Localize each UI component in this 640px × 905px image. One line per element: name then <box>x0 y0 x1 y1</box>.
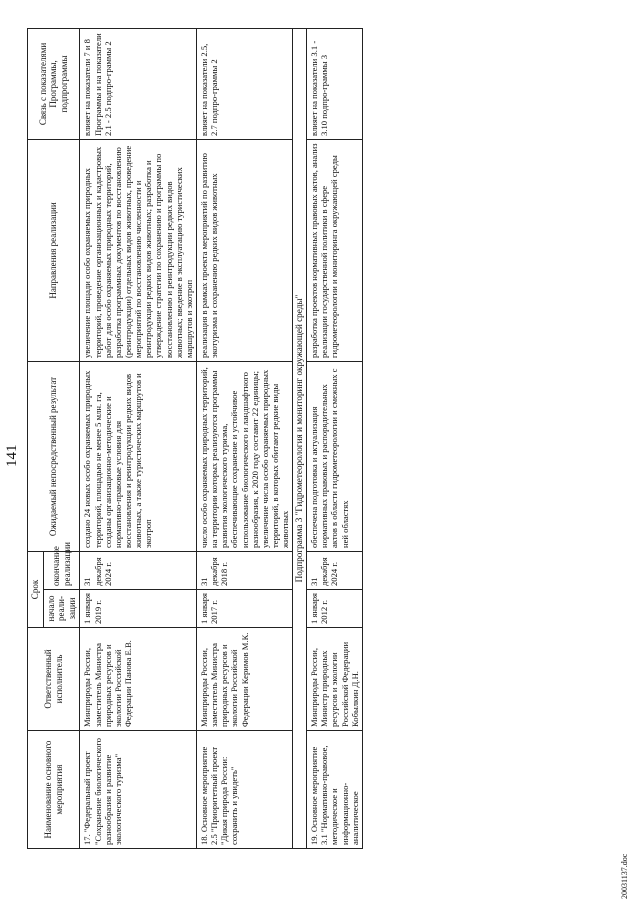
measures-table <box>27 28 363 849</box>
table-row <box>80 28 197 848</box>
start-cell: 1 января 2019 г. <box>80 590 197 628</box>
end-cell: 31 декабря 2024 г. <box>80 551 197 589</box>
result-cell: число особо охраняемых природных территорий, на территории которых реализуются программы развития экологического туризма, обеспечивающие сохранение и устойчивое использование биологического и ландшафтного разнообразия, к 2020 году составит 22 единицы; увеличение числа особо охраняемых природных территорий, в которых обитают редкие виды животных <box>196 361 292 551</box>
measure-name: 19. Основное мероприятие 3.1 "Нормативно-правовое, методическое и информационно-аналитическое <box>307 731 363 849</box>
link-cell: влияет на показатели 7 и 8 Программы и на показатели 2.1 - 2.5 подпро-граммы 2 <box>80 28 197 139</box>
end-cell: 31 декабря 2018 г. <box>196 551 292 589</box>
document-id: 20031137.doc <box>620 853 629 899</box>
executor-cell: Минприроды России, заместитель Министра природных ресурсов и экологии Российской Федерации Панова Е.В. <box>80 628 197 731</box>
subprogram-row <box>293 28 307 848</box>
table-row <box>196 28 292 848</box>
end-cell: 31 декабря 2024 г. <box>307 551 363 589</box>
header-link: Связь с показателями Программы, подпрограммы <box>28 28 80 139</box>
page-number: 141 <box>4 444 20 467</box>
directions-cell: разработка проектов нормативных правовых актов, анализ реализации государственной политики в сфере гидрометеорологии и мониторинга окружающей среды <box>307 139 363 361</box>
result-cell: создано 24 новых особо охраняемых природных территорий, площадью не менее 5 млн. га, созданы организационно-методические и нормативно-правовые условия для восстановления и реинтродукции редких видов животных, а также туристических маршрутов и экотроп <box>80 361 197 551</box>
result-cell: обеспечена подготовка и актуализация нормативных правовых и распорядительных актов в области гидрометеорологии и смежных с ней областях <box>307 361 363 551</box>
header-result: Ожидаемый непосредственный результат <box>28 361 80 551</box>
header-end: окончание реализации <box>43 551 80 589</box>
header-term: Срок <box>28 551 44 627</box>
directions-cell: реализация в рамках проекта мероприятий по развитию экотуризма и сохранению редких видов животных <box>196 139 292 361</box>
header-start: начало реали-зации <box>43 590 80 628</box>
executor-cell: Минприроды России, Министр природных ресурсов и экологии Российской Федерации Кобылкин Д.Н. <box>307 628 363 731</box>
link-cell: влияет на показатели 2.5, 2.7 подпро-граммы 2 <box>196 28 292 139</box>
directions-cell: увеличение площади особо охраняемых природных территорий, проведение организационных и кадастровых работ для особо охраняемых природных территорий, разработка программных документов по восстановлению (реинтродукции) отдельных видов животных, проведение мероприятий по восстановлению численности и реинтродукции редких видов животных; разработка и утверждение стратегии по сохранению и программы по восстановлению и реинтродукции редких видов животных; введение в эксплуатацию туристических маршрутов и экотроп <box>80 139 197 361</box>
header-measure: Наименование основного мероприятия <box>28 731 80 849</box>
executor-cell: Минприроды России, заместитель Министра природных ресурсов и экологии Российской Федерации Керимов М.К. <box>196 628 292 731</box>
link-cell: влияет на показатели 3.1 - 3.10 подпро-граммы 3 <box>307 28 363 139</box>
measure-name: 17. "Федеральный проект "Сохранение биологического разнообразия и развитие экологического туризма" <box>80 731 197 849</box>
start-cell: 1 января 2017 г. <box>196 590 292 628</box>
table-row <box>307 28 363 848</box>
measure-name: 18. Основное мероприятие 2.5 "Приоритетный проект "Дикая природа России: сохранить и увидеть" <box>196 731 292 849</box>
subprogram-heading: Подпрограмма 3 "Гидрометеорология и мониторинг окружающей среды" <box>293 28 307 848</box>
header-directions: Направления реализации <box>28 139 80 361</box>
header-executor: Ответственный исполнитель <box>28 628 80 731</box>
start-cell: 1 января 2012 г. <box>307 590 363 628</box>
